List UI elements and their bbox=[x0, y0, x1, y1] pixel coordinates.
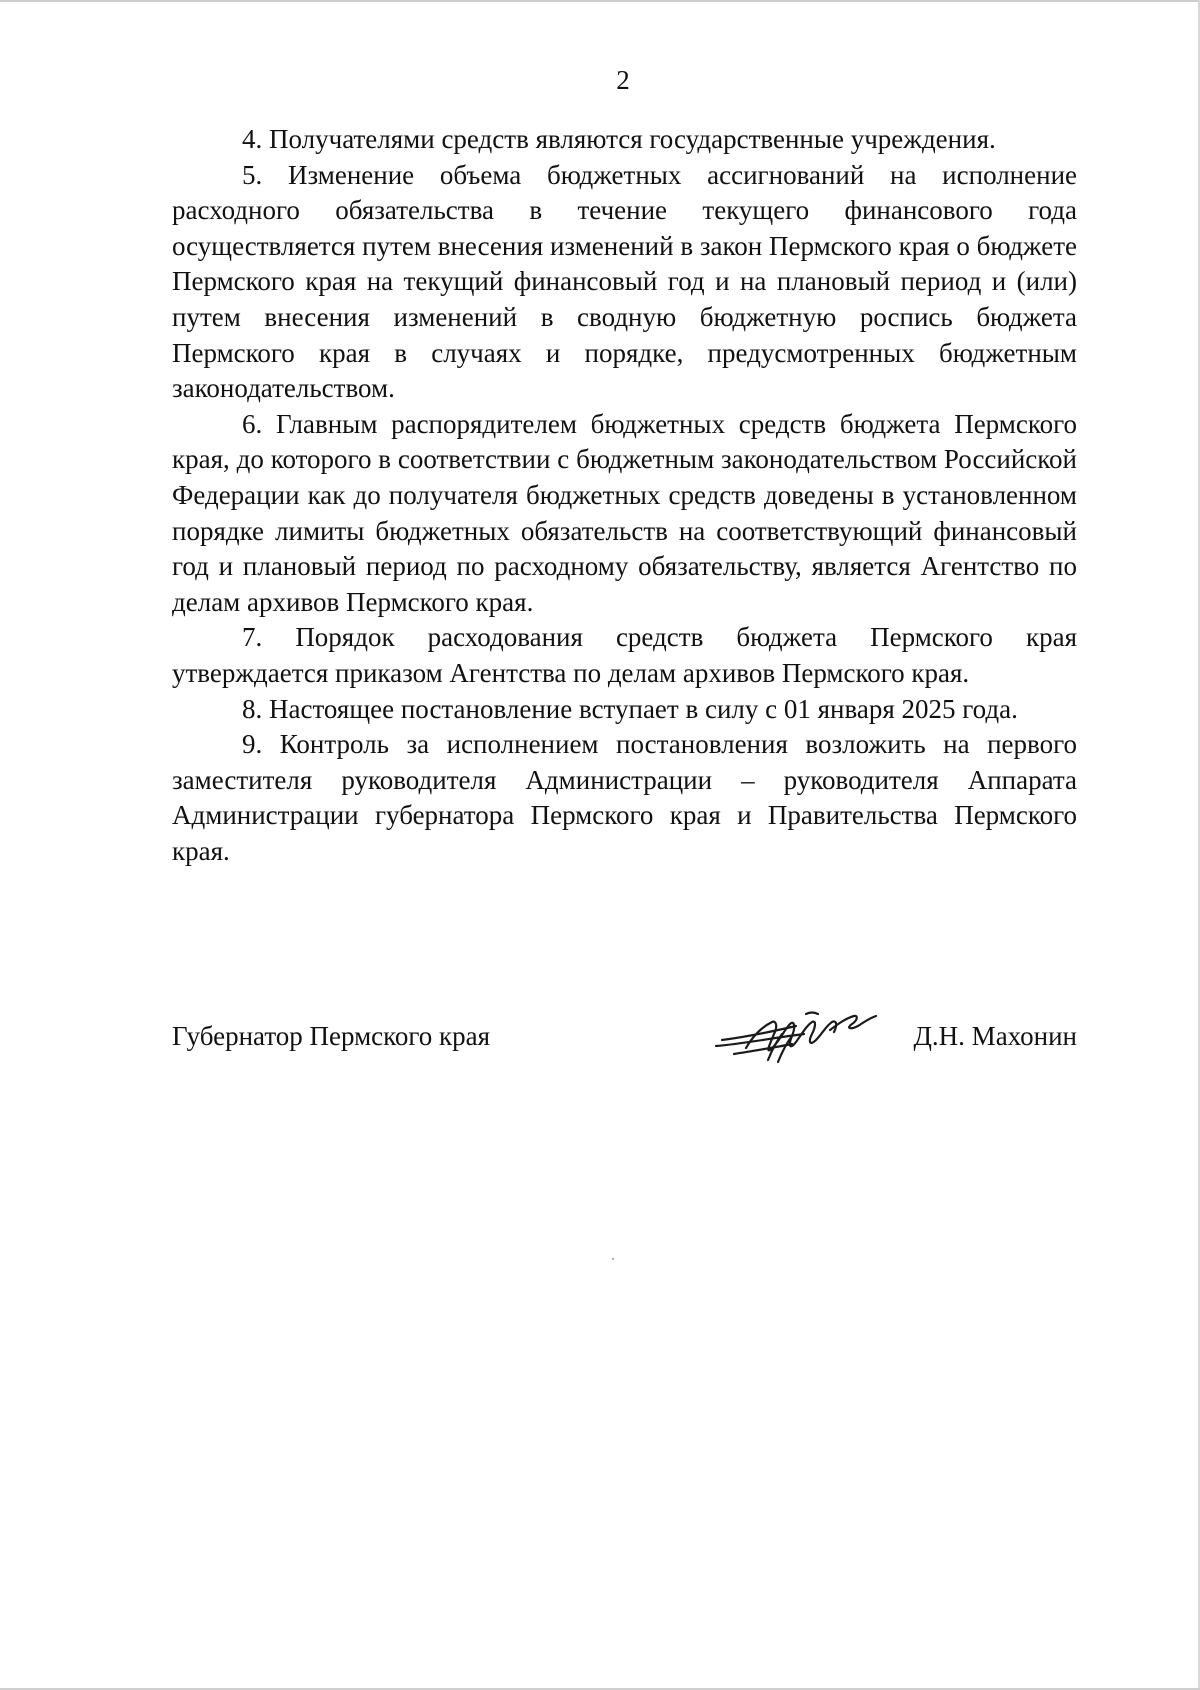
handwritten-signature bbox=[712, 1004, 882, 1066]
scan-speck bbox=[612, 1258, 614, 1260]
page-number: 2 bbox=[616, 65, 630, 95]
paragraph-6: 6. Главным распорядителем бюджетных средств бюджета Пермского края, до которого в соответствии с бюджетным законодательством Российской Федерации как до получателя бюджетных средств доведены в установленном порядке лимиты бюджетных обязательств на соответствующий финансовый год и плановый период по расходному обязательству, является Агентство по делам архивов Пермского края. bbox=[172, 408, 1077, 617]
page-edge-top bbox=[0, 0, 1200, 2]
paragraph-9: 9. Контроль за исполнением постановления возложить на первого заместителя руководителя Администрации – руководителя Аппарата Администрации губернатора Пермского края и Правительства Пермского края. bbox=[172, 729, 1077, 866]
paragraph-5: 5. Изменение объема бюджетных ассигнований на исполнение расходного обязательства в течение текущего финансового года осуществляется путем внесения изменений в закон Пермского края о бюджете Пермского края на текущий финансовый год и на плановый период и (или) путем внесения изменений в сводную бюджетную роспись бюджета Пермского края в случаях и порядке, предусмотренных бюджетным законодательством. bbox=[172, 159, 1077, 404]
signer-title: Губернатор Пермского края bbox=[172, 1021, 491, 1051]
paragraph-7: 7. Порядок расходования средств бюджета Пермского края утверждается приказом Агентства по делам архивов Пермского края. bbox=[172, 622, 1077, 688]
signer-name: Д.Н. Махонин bbox=[913, 1021, 1077, 1051]
paragraph-8: 8. Настоящее постановление вступает в силу с 01 января 2025 года. bbox=[242, 693, 1018, 724]
paragraph-4: 4. Получателями средств являются государственные учреждения. bbox=[242, 124, 996, 154]
signature-block bbox=[172, 1018, 1077, 1068]
document-body bbox=[172, 122, 1077, 869]
